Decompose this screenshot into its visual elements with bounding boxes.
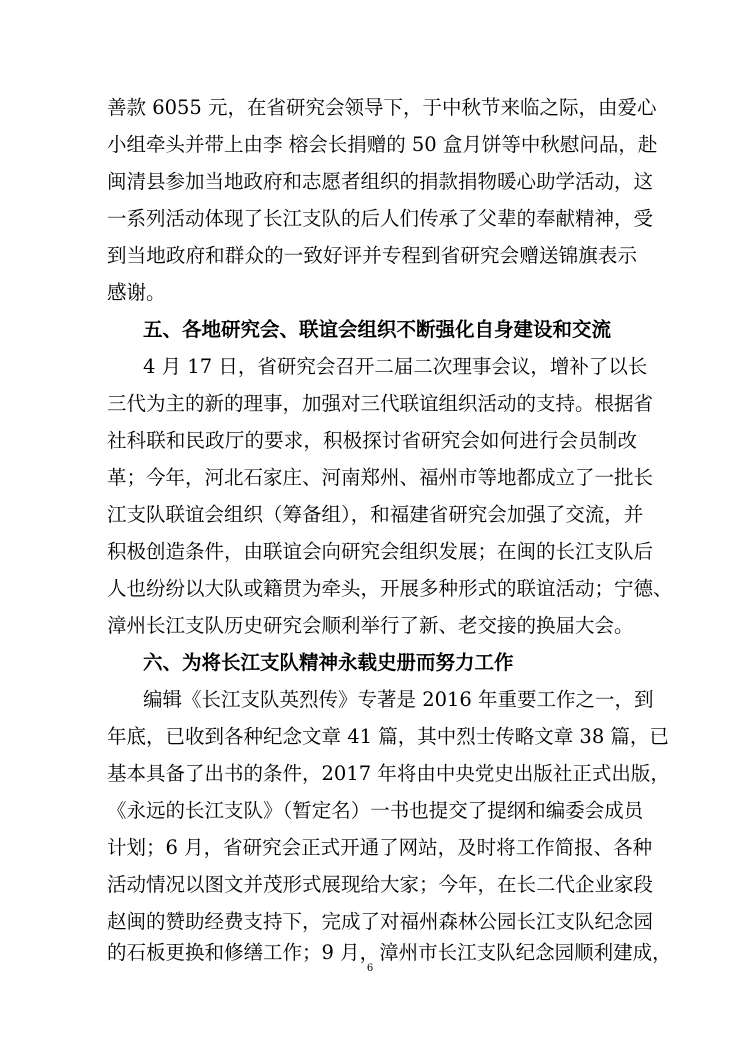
section-heading: 六、为将长江支队精神永载史册而努力工作 xyxy=(143,651,514,674)
text-line: 计划；6 月，省研究会正式开通了网站，及时将工作简报、各种 xyxy=(107,836,653,859)
text-line: 积极创造条件，由联谊会向研究会组织发展；在闽的长江支队后 xyxy=(107,540,654,563)
text-line: 江支队联谊会组织（筹备组），和福建省研究会加强了交流，并 xyxy=(107,503,644,526)
text-line: 基本具备了出书的条件，2017 年将由中央党史出版社正式出版， xyxy=(107,762,670,785)
text-line: 革；今年，河北石家庄、河南郑州、福州市等地都成立了一批长 xyxy=(107,466,654,489)
text-line: 漳州长江支队历史研究会顺利举行了新、老交接的换届大会。 xyxy=(107,614,634,637)
section-heading: 五、各地研究会、联谊会组织不断强化自身建设和交流 xyxy=(143,318,612,341)
text-line: 到当地政府和群众的一致好评并专程到省研究会赠送锦旗表示 xyxy=(107,244,637,267)
text-line: 年底，已收到各种纪念文章 41 篇，其中烈士传略文章 38 篇，已 xyxy=(107,725,669,748)
text-line: 小组牵头并带上由李 榕会长捐赠的 50 盒月饼等中秋慰问品，赴 xyxy=(107,133,658,156)
text-line: 的石板更换和修缮工作；9 月，漳州市长江支队纪念园顺利建成， xyxy=(107,941,672,964)
text-line: 善款 6055 元，在省研究会领导下，于中秋节来临之际，由爱心 xyxy=(107,96,657,119)
text-line: 《永远的长江支队》（暂定名）一书也提交了提纲和编委会成员 xyxy=(107,799,644,822)
text-line: 人也纷纷以大队或籍贯为牵头，开展多种形式的联谊活动；宁德、 xyxy=(107,577,673,600)
text-line: 一系列活动体现了长江支队的后人们传承了父辈的奉献精神，受 xyxy=(107,207,654,230)
text-line: 赵闽的赞助经费支持下，完成了对福州森林公园长江支队纪念园 xyxy=(107,910,654,933)
text-line: 编辑《长江支队英烈传》专著是 2016 年重要工作之一，到 xyxy=(143,688,654,711)
text-line: 4 月 17 日，省研究会召开二届二次理事会议，增补了以长 xyxy=(143,355,648,378)
text-line: 社科联和民政厅的要求，积极探讨省研究会如何进行会员制改 xyxy=(107,429,637,452)
text-line: 活动情况以图文并茂形式展现给大家；今年，在长二代企业家段 xyxy=(107,873,654,896)
text-line: 三代为主的新的理事，加强对三代联谊组织活动的支持。根据省 xyxy=(107,392,654,415)
text-line: 闽清县参加当地政府和志愿者组织的捐款捐物暖心助学活动，这 xyxy=(107,170,654,193)
text-line: 感谢。 xyxy=(107,281,166,304)
page-number: 6 xyxy=(366,963,374,974)
